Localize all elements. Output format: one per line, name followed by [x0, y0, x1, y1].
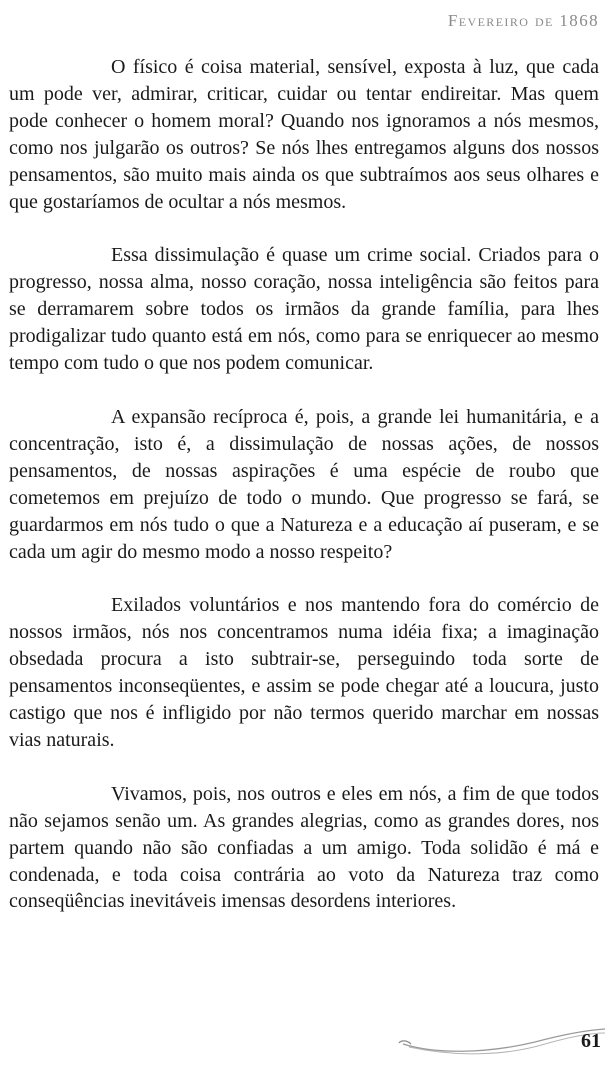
running-header: Fevereiro de 1868 [447, 11, 599, 30]
paragraph: Exilados voluntários e nos mantendo fora do comércio de nossos irmãos, nós nos concentramos numa idéia fixa; a imaginação obsedada procura a isto subtrair-se, perseguindo toda sorte de pensamentos inconseqüentes, e assim se pode chegar até a loucura, justo castigo que nos é infligido por não termos querido marchar em nossas vias naturais. [9, 594, 599, 751]
paragraph: Vivamos, pois, nos outros e eles em nós, a fim de que todos não sejamos senão um. As grandes alegrias, como as grandes dores, nos partem quando não são confiadas a um amigo. Toda solidão é má e condenada, e toda coisa contrária ao voto da Natureza traz como conseqüências inevitáveis imensas desordens interiores. [9, 782, 599, 913]
paragraph: A expansão recíproca é, pois, a grande lei humanitária, e a concentração, isto é, a dissimulação de nossas ações, de nossos pensamentos, de nossas aspirações é uma espécie de roubo que cometemos em prejuízo de todo o mundo. Que progresso se fará, se guardarmos em nós tudo o que a Natureza e a educação aí puseram, e se cada um agir do mesmo modo a nosso respeito? [9, 405, 599, 563]
page-number: 61 [581, 1030, 601, 1052]
paragraph: Essa dissimulação é quase um crime social. Criados para o progresso, nossa alma, nosso coração, nossa inteligência são feitos para se derramarem sobre todos os irmãos da grande família, para lhes prodigalizar tudo quanto está em nós, como para se enriquecer ao mesmo tempo com tudo o que nos podem comunicar. [9, 244, 599, 375]
swoosh-ornament-icon [395, 1020, 607, 1065]
body-text [9, 54, 599, 942]
paragraph: O físico é coisa material, sensível, exposta à luz, que cada um pode ver, admirar, criticar, cuidar ou tentar endireitar. Mas quem pode conhecer o homem moral? Quando nos ignoramos a nós mesmos, como nos julgarão os outros? Se nós lhes entregamos alguns dos nossos pensamentos, são muito mais ainda os que subtraímos aos seus olhares e que gostaríamos de ocultar a nós mesmos. [9, 56, 599, 213]
page-footer [395, 1020, 607, 1065]
